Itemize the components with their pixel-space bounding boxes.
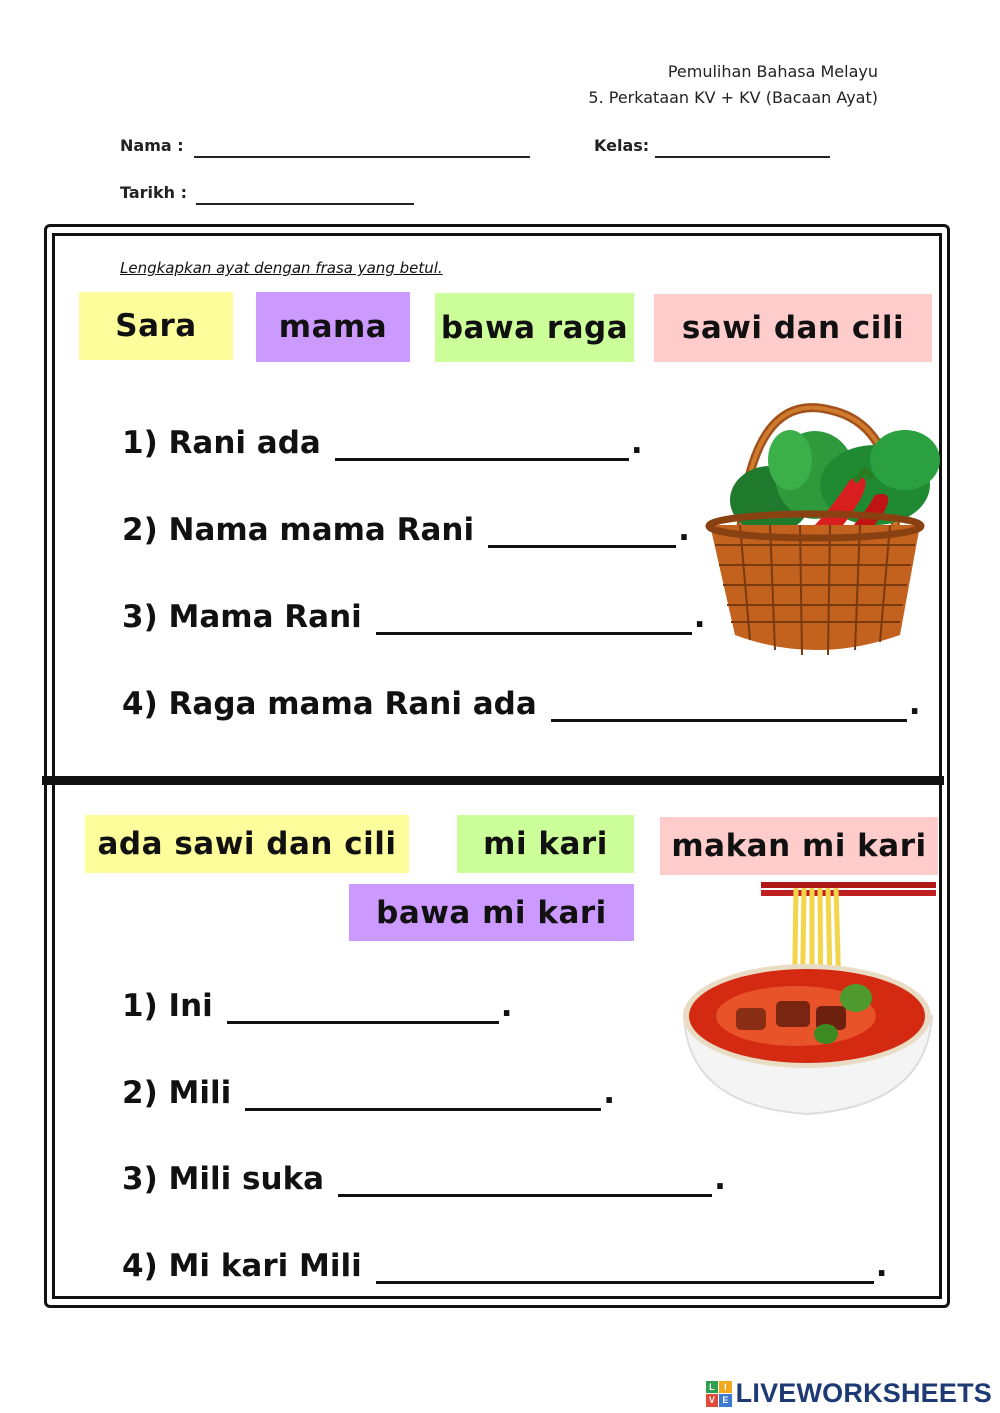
question-text: 1) Rani ada xyxy=(122,425,321,461)
answer-blank[interactable] xyxy=(376,1251,874,1284)
answer-blank[interactable] xyxy=(338,1164,712,1197)
instruction-text: Lengkapkan ayat dengan frasa yang betul. xyxy=(120,259,443,277)
answer-blank[interactable] xyxy=(488,515,676,548)
question-text: 1) Ini xyxy=(122,988,213,1024)
liveworksheets-logo-icon: L I V E xyxy=(706,1381,732,1407)
question-row: 3) Mama Rani . xyxy=(122,599,706,635)
question-row: 4) Raga mama Rani ada . xyxy=(122,686,921,722)
inner-frame xyxy=(52,233,942,1299)
vegetable-basket-illustration xyxy=(700,400,945,660)
name-label: Nama : xyxy=(120,136,184,155)
class-label: Kelas: xyxy=(594,136,650,155)
question-text: 3) Mili suka xyxy=(122,1161,325,1197)
section-divider xyxy=(42,776,944,785)
answer-blank[interactable] xyxy=(551,689,907,722)
worksheet-topic: 5. Perkataan KV + KV (Bacaan Ayat) xyxy=(588,88,878,107)
question-text: 4) Mi kari Mili xyxy=(122,1248,362,1284)
phrase-chip[interactable]: Sara xyxy=(79,292,233,360)
class-field[interactable] xyxy=(655,156,830,158)
curry-noodle-bowl-illustration xyxy=(676,876,938,1116)
phrase-chip[interactable]: mama xyxy=(256,292,410,362)
question-row: 1) Ini . xyxy=(122,988,513,1024)
date-field[interactable] xyxy=(196,203,414,205)
question-row: 1) Rani ada . xyxy=(122,425,643,461)
question-text: 2) Nama mama Rani xyxy=(122,512,475,548)
phrase-chip[interactable]: bawa raga xyxy=(435,293,634,362)
question-row: 2) Nama mama Rani . xyxy=(122,512,690,548)
phrase-chip[interactable]: mi kari xyxy=(457,815,634,873)
phrase-chip[interactable]: sawi dan cili xyxy=(654,294,932,362)
question-row: 2) Mili . xyxy=(122,1075,616,1111)
name-field[interactable] xyxy=(194,156,530,158)
answer-blank[interactable] xyxy=(227,991,499,1024)
answer-blank[interactable] xyxy=(376,602,692,635)
phrase-chip[interactable]: bawa mi kari xyxy=(349,884,634,941)
liveworksheets-logo xyxy=(706,1378,992,1409)
brand-text: LIVEWORKSHEETS xyxy=(735,1378,992,1408)
worksheet-subject: Pemulihan Bahasa Melayu xyxy=(667,62,878,81)
question-row: 3) Mili suka . xyxy=(122,1161,726,1197)
question-text: 2) Mili xyxy=(122,1075,232,1111)
question-text: 3) Mama Rani xyxy=(122,599,362,635)
phrase-chip[interactable]: makan mi kari xyxy=(660,817,938,875)
answer-blank[interactable] xyxy=(335,428,629,461)
date-label: Tarikh : xyxy=(120,183,188,202)
question-text: 4) Raga mama Rani ada xyxy=(122,686,537,722)
phrase-chip[interactable]: ada sawi dan cili xyxy=(85,815,409,873)
answer-blank[interactable] xyxy=(245,1078,601,1111)
question-row: 4) Mi kari Mili . xyxy=(122,1248,888,1284)
